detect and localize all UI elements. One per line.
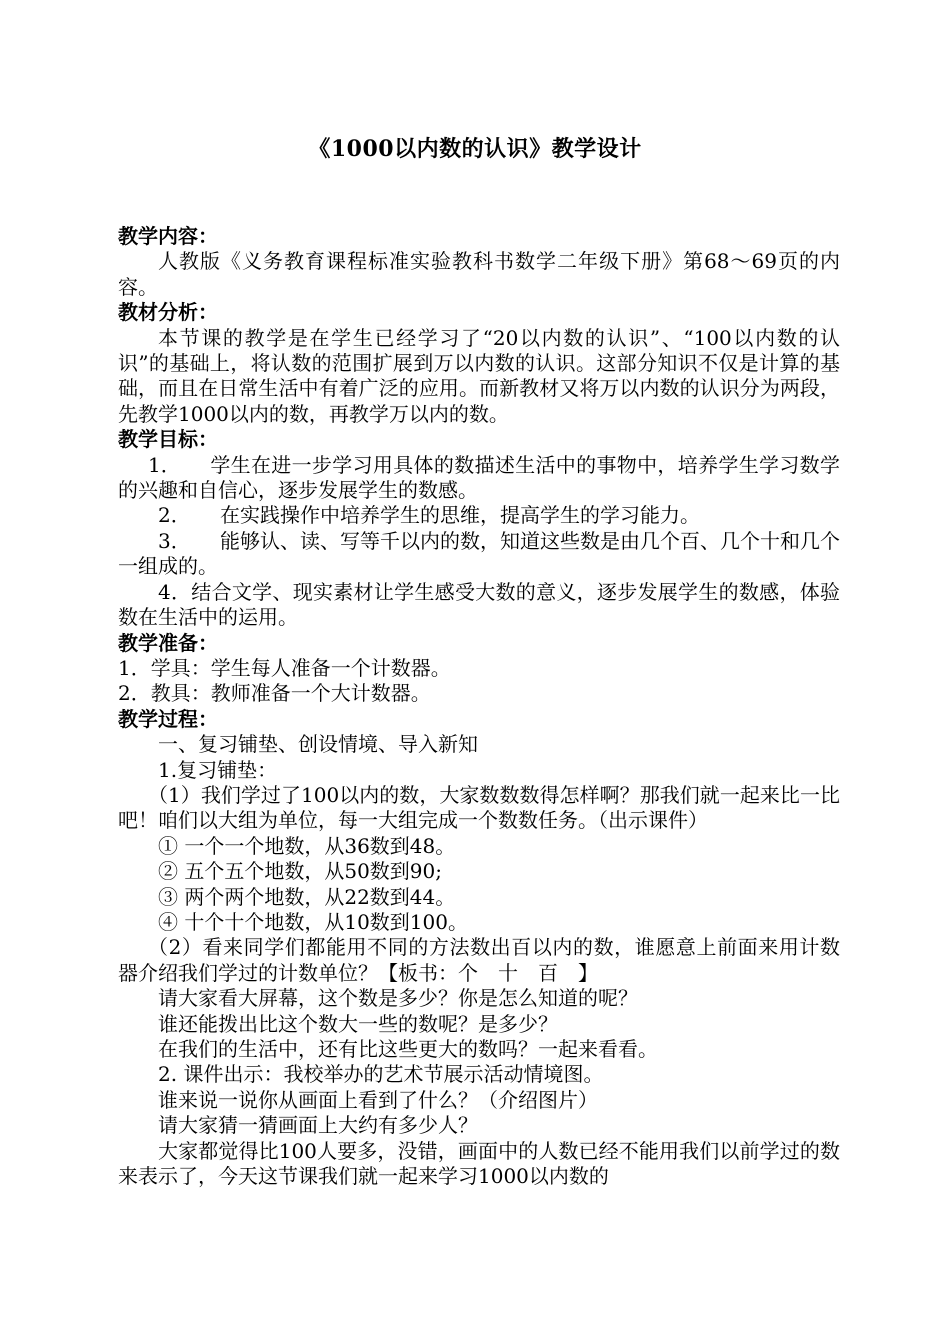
analysis-paragraph: 本节课的教学是在学生已经学习了“20以内数的认识”、“100以内数的认识”的基础上，将认数的范围扩展到万以内数的认识。这部分知识不仅是计算的基础，而且在日常生活中有着广泛的应用。而新教材又将万以内数的认识分为两段，先教学1000以内的数，再教学万以内的数。 xyxy=(118,325,840,426)
task-item-2: ② 五个五个地数，从50数到90; xyxy=(158,859,442,884)
process-paragraph-3: 大家都觉得比100人要多，没错，画面中的人数已经不能用我们以前学过的数来表示了，今天这节课我们就一起来学习1000以内数的 xyxy=(118,1138,840,1189)
process-paragraph-1: （1）我们学过了100以内的数，大家数数数得怎样啊？那我们就一起来比一比吧！咱们以大组为单位，每一大组完成一个数数任务。（出示课件） xyxy=(118,782,840,833)
goal-text: 在实践操作中培养学生的思维，提高学生的学习能力。 xyxy=(220,503,700,528)
content-paragraph: 人教版《义务教育课程标准实验教科书数学二年级下册》第68～69页的内容。 xyxy=(118,249,840,299)
section-heading-prep: 教学准备： xyxy=(118,630,218,655)
goal-text: 能够认、读、写等千以内的数，知道这些数是由几个百、几个十和几个一组成的。 xyxy=(118,528,840,579)
section-heading-goals: 教学目标： xyxy=(118,427,218,452)
process-line-2: 1.复习铺垫： xyxy=(158,757,278,782)
task-item-1: ① 一个一个地数，从36数到48。 xyxy=(158,833,456,858)
process-line-8: 请大家猜一猜画面上大约有多少人？ xyxy=(158,1113,478,1138)
goal-text: 学生在进一步学习用具体的数描述生活中的事物中，培养学生学习数学的兴趣和自信心，逐步发展学生的数感。 xyxy=(118,452,840,503)
process-line-3: 请大家看大屏幕，这个数是多少？你是怎么知道的呢？ xyxy=(158,986,638,1011)
process-line-1: 一、复习铺垫、创设情境、导入新知 xyxy=(158,732,478,757)
goal-number: 2． xyxy=(158,503,191,528)
section-heading-content: 教学内容： xyxy=(118,224,218,248)
section-heading-process: 教学过程： xyxy=(118,706,218,731)
goal-item-4 xyxy=(118,580,840,631)
goal-item-3 xyxy=(118,529,840,580)
task-item-3: ③ 两个两个地数，从22数到44。 xyxy=(158,884,456,909)
document-body xyxy=(118,224,840,1189)
goal-item-1 xyxy=(118,453,840,504)
goal-item-2 xyxy=(118,503,840,528)
goal-text: 结合文学、现实素材让学生感受大数的意义，逐步发展学生的数感，体验数在生活中的运用。 xyxy=(118,579,841,630)
goal-number: 1． xyxy=(148,452,181,477)
process-line-4: 谁还能拨出比这个数大一些的数呢？是多少？ xyxy=(158,1011,558,1036)
prep-item-1: 1．学具：学生每人准备一个计数器。 xyxy=(118,655,451,680)
task-item-4: ④ 十个十个地数，从10数到100。 xyxy=(158,909,468,934)
process-line-5: 在我们的生活中，还有比这些更大的数吗？一起来看看。 xyxy=(158,1037,658,1061)
process-line-6: 2. 课件出示：我校举办的艺术节展示活动情境图。 xyxy=(158,1062,604,1087)
section-heading-analysis: 教材分析： xyxy=(118,300,218,325)
goal-number: 4． xyxy=(158,579,192,604)
process-paragraph-2: （2）看来同学们都能用不同的方法数出百以内的数，谁愿意上前面来用计数器介绍我们学过的计数单位？【板书：个 十 百 】 xyxy=(118,935,840,985)
process-line-7: 谁来说一说你从画面上看到了什么？（介绍图片） xyxy=(158,1087,598,1112)
goal-number: 3． xyxy=(158,528,191,553)
prep-item-2: 2．教具：教师准备一个大计数器。 xyxy=(118,681,431,706)
page-title: 《1000以内数的认识》教学设计 xyxy=(308,136,642,162)
